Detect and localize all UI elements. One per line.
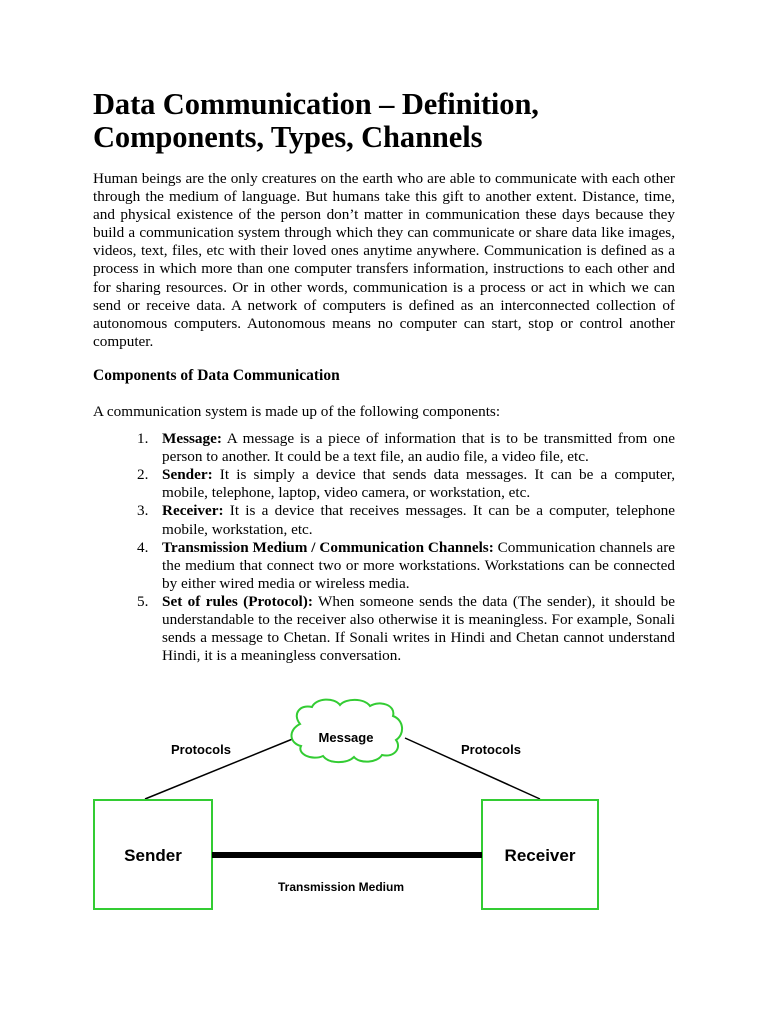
list-item [93, 502, 675, 538]
list-text: When someone sends the data (The sender), it should be understandable to the receiver also otherwise it is meaningless. For example, Sonali sends a message to Chetan. If Sonali writes in Hindi and Chetan cannot understand Hindi, it is a meaningless conversation. [162, 592, 676, 665]
list-term: Sender: [162, 466, 213, 484]
list-number: 1. [137, 430, 149, 448]
intro-paragraph: Human beings are the only creatures on the earth who are able to communicate with each other through the medium of language. But humans take this gift to another extent. Distance, time, and physical existence of the person don’t matter in communication these days because they build a communication system through which they can communicate or share data like images, videos, text, files, etc with their loved ones anytime anywhere. Communication is defined as a process in which more than one computer transfers information, instructions to each other and for sharing resources. Or in other words, communication is a process or act in which we can send or receive data. A network of computers is defined as an interconnected collection of autonomous computers. Autonomous means no computer can start, stop or control another computer. [93, 170, 675, 350]
list-number: 4. [137, 538, 149, 556]
transmission-medium-label: Transmission Medium [277, 880, 405, 894]
list-term: Transmission Medium / Communication Channels: [162, 538, 494, 556]
document-page [93, 88, 675, 665]
list-number: 2. [137, 466, 149, 484]
message-label: Message [318, 730, 374, 745]
receiver-label: Receiver [504, 846, 576, 865]
list-text: Communication channels are the medium that connect two or more workstations. Workstations can be connected by either wired media or wireless media. [162, 538, 675, 592]
list-text: A message is a piece of information that is to be transmitted from one person to another. It could be a text file, an audio file, a video file, etc. [162, 430, 675, 466]
document-title: Data Communication – Definition, Components, Types, Channels [93, 87, 539, 154]
list-term: Receiver: [162, 502, 224, 520]
list-item [93, 593, 675, 665]
protocols-left-label: Protocols [171, 742, 231, 757]
communication-diagram [0, 690, 768, 920]
list-term: Set of rules (Protocol): [162, 592, 313, 610]
list-item [93, 430, 675, 466]
list-term: Message: [162, 430, 222, 448]
protocols-right-label: Protocols [461, 742, 521, 757]
list-number: 3. [137, 502, 149, 520]
section-heading: Components of Data Communication [93, 366, 340, 384]
list-item [93, 539, 675, 593]
list-item [93, 466, 675, 502]
components-list [93, 430, 675, 665]
list-number: 5. [137, 592, 149, 610]
list-text: It is a device that receives messages. It can be a computer, telephone mobile, workstation, etc. [162, 502, 675, 538]
components-lead: A communication system is made up of the following components: [93, 402, 501, 420]
sender-label: Sender [124, 846, 182, 865]
list-text: It is simply a device that sends data messages. It can be a computer, mobile, telephone, laptop, video camera, or workstation, etc. [162, 466, 675, 502]
